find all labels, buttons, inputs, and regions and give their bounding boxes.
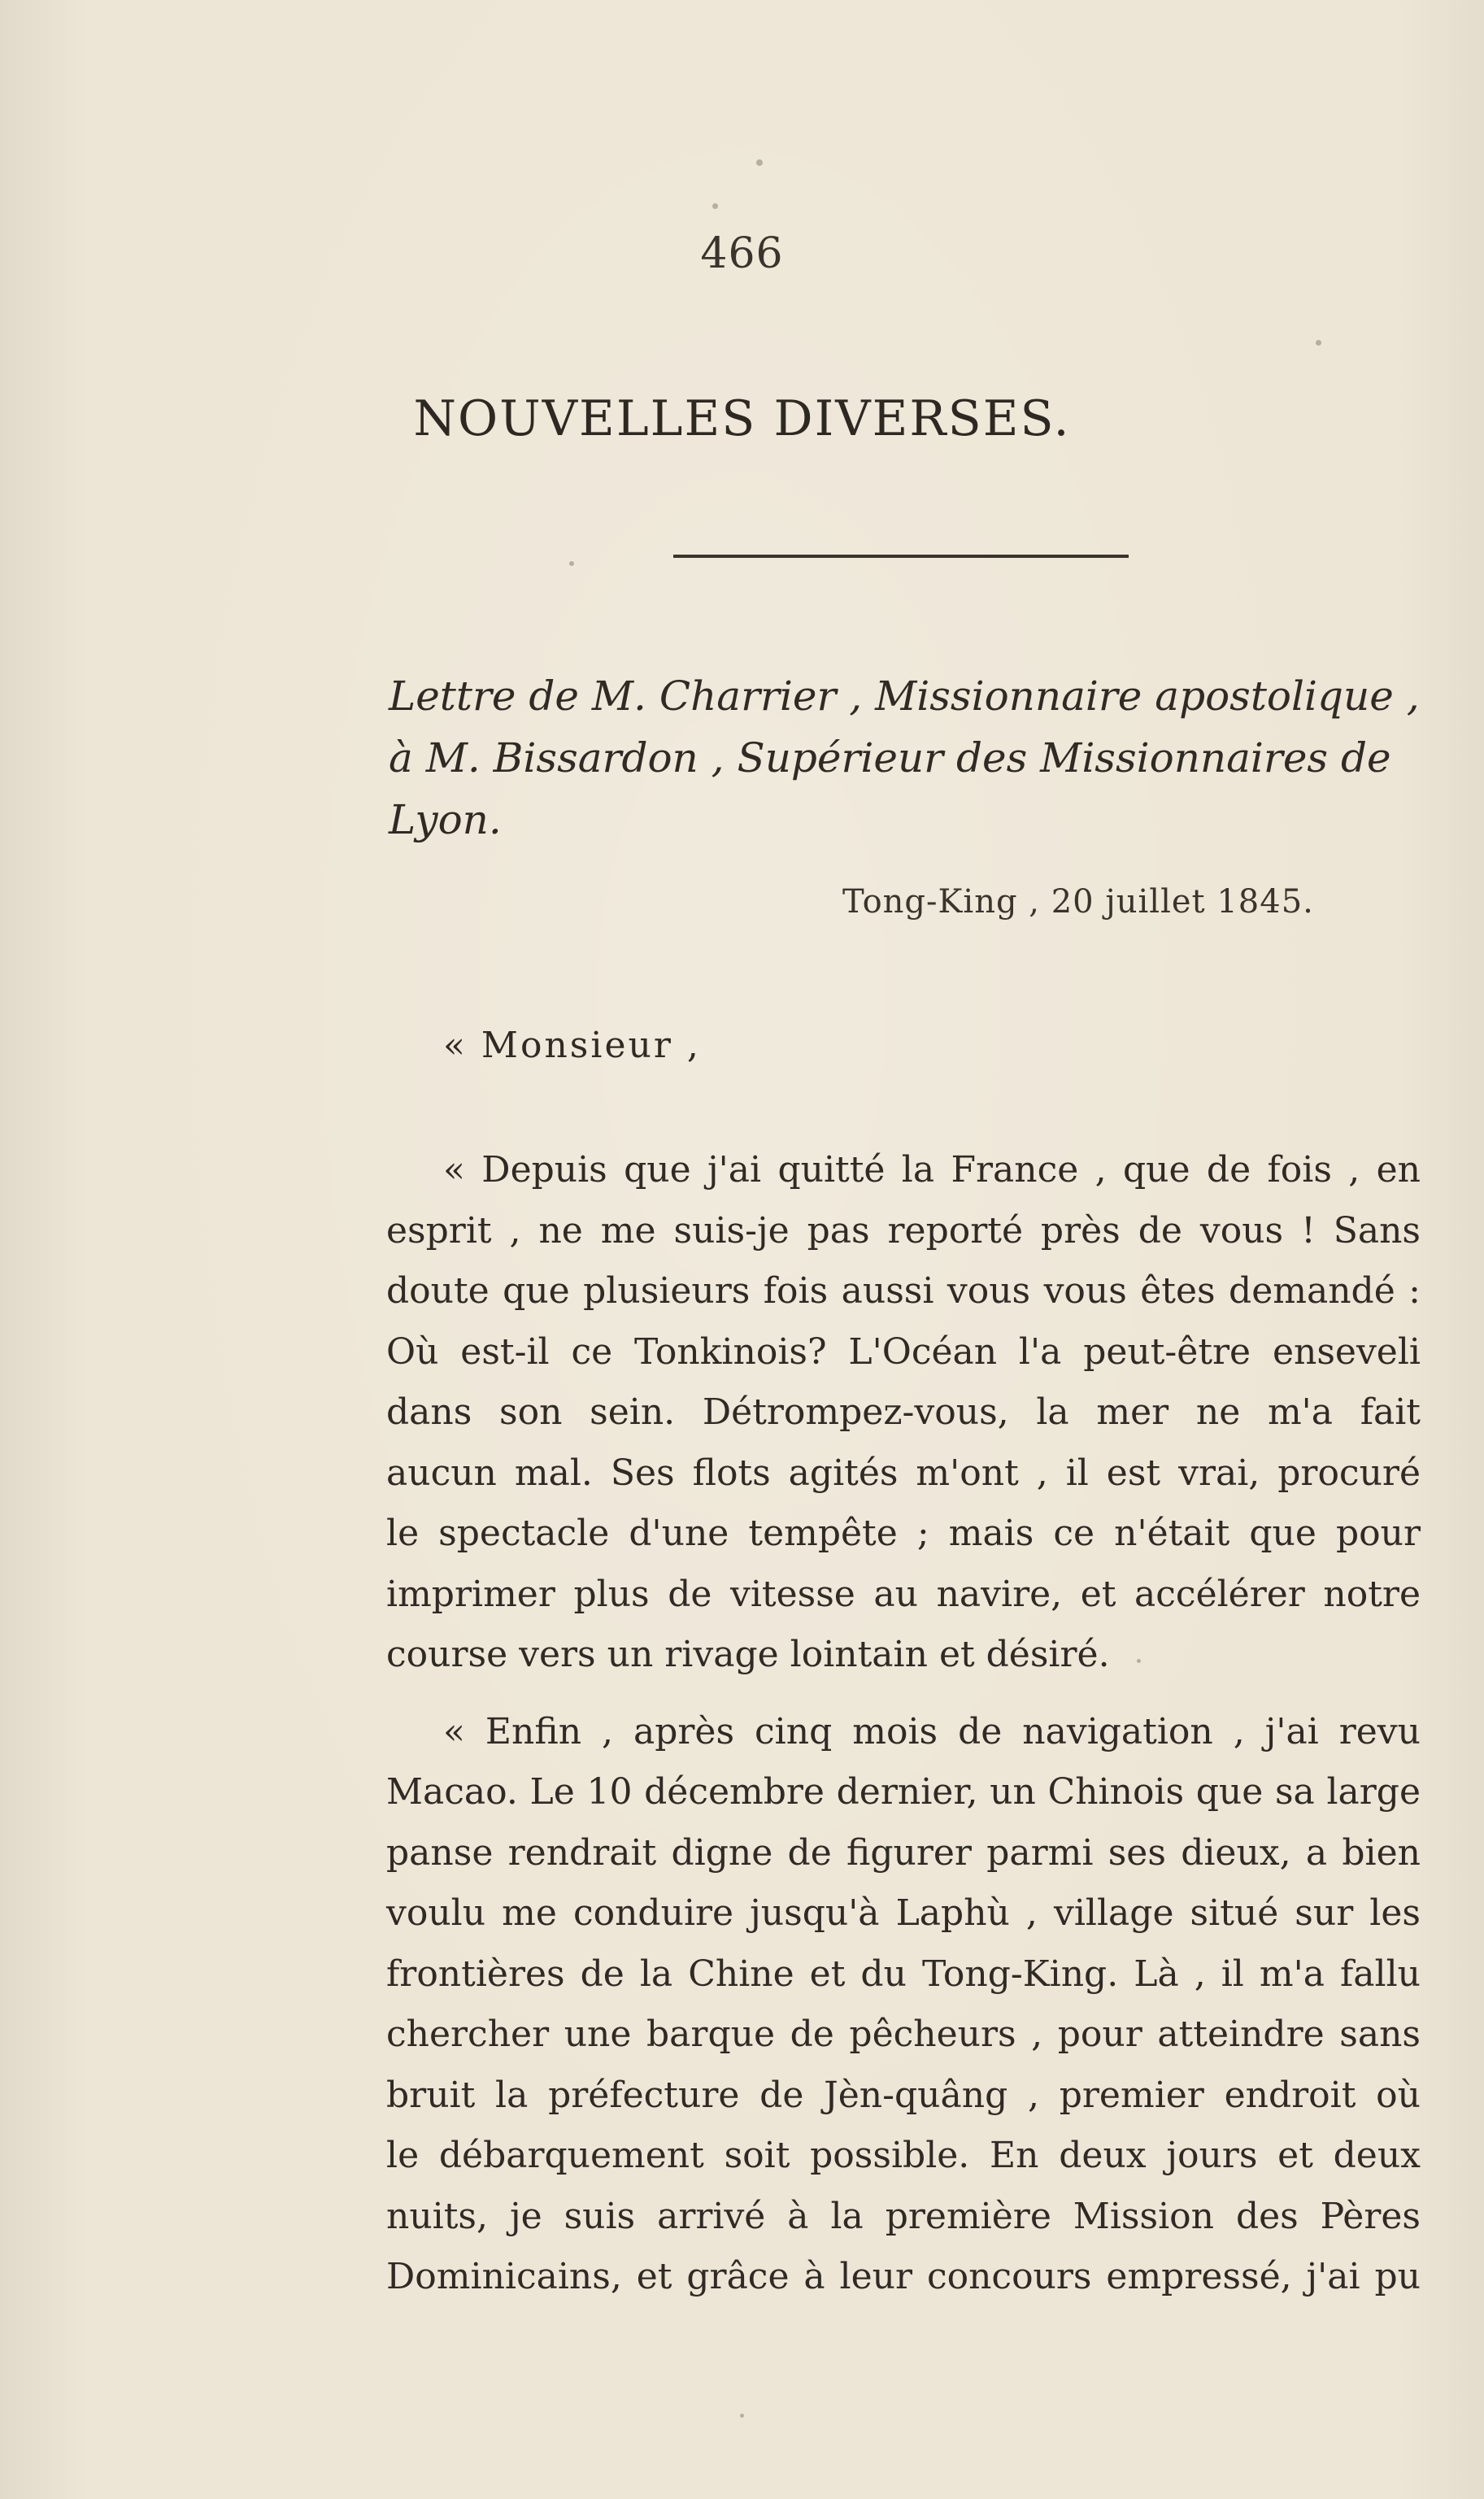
page-number: 466 xyxy=(700,229,784,278)
text-line: « Enfin , après cinq mois de navigation , j'ai revu xyxy=(443,1710,1421,1752)
letter-heading-line-1: Lettre de M. Charrier , Missionnaire apostolique , xyxy=(389,673,1420,720)
title-rule xyxy=(673,555,1129,558)
text-line: voulu me conduire jusqu'à Laphù , village situé sur les xyxy=(386,1892,1421,1934)
salutation: « Monsieur , xyxy=(443,1025,701,1066)
text-line: frontières de la Chine et du Tong-King. Là , il m'a fallu xyxy=(386,1953,1421,1995)
paragraph-1 xyxy=(386,1140,1421,1686)
text-line: doute que plusieurs fois aussi vous vous êtes demandé : xyxy=(386,1270,1421,1312)
text-line: le spectacle d'une tempête ; mais ce n'était que pour xyxy=(386,1513,1421,1554)
letter-heading-line-2: à M. Bissardon , Supérieur des Missionnaires de Lyon. xyxy=(389,734,1391,843)
text-line: Où est-il ce Tonkinois? L'Océan l'a peut-être enseveli xyxy=(386,1330,1421,1373)
text-line: bruit la préfecture de Jèn-quâng , premier endroit où xyxy=(386,2074,1421,2116)
letter-heading xyxy=(389,665,1446,851)
text-line: dans son sein. Détrompez-vous, la mer ne m'a fait xyxy=(386,1391,1421,1433)
text-line: imprimer plus de vitesse au navire, et accélérer notre xyxy=(386,1573,1421,1615)
dateline: Tong-King , 20 juillet 1845. xyxy=(842,883,1314,921)
text-line: nuits, je suis arrivé à la première Mission des Pères xyxy=(386,2195,1421,2237)
text-line: le débarquement soit possible. En deux jours et deux xyxy=(386,2135,1421,2176)
text-line: course vers un rivage lointain et désiré. xyxy=(386,1634,1110,1675)
text-line: chercher une barque de pêcheurs , pour atteindre sans xyxy=(386,2014,1421,2055)
paragraph-gap xyxy=(386,1686,1421,1702)
text-line: Dominicains, et grâce à leur concours empressé, j'ai pu xyxy=(386,2256,1421,2297)
text-line: « Depuis que j'ai quitté la France , que de fois , en xyxy=(443,1149,1421,1191)
text-line: Macao. Le 10 décembre dernier, un Chinois que sa large xyxy=(386,1771,1421,1813)
section-title: NOUVELLES DIVERSES. xyxy=(413,390,1071,447)
paragraph-2 xyxy=(386,1702,1421,2308)
text-line: aucun mal. Ses flots agités m'ont , il est vrai, procuré xyxy=(386,1452,1421,1494)
text-line: panse rendrait digne de figurer parmi ses dieux, a bien xyxy=(386,1831,1421,1874)
letter-body xyxy=(386,1140,1421,2308)
text-line: esprit , ne me suis-je pas reporté près de vous ! Sans xyxy=(386,1209,1421,1252)
